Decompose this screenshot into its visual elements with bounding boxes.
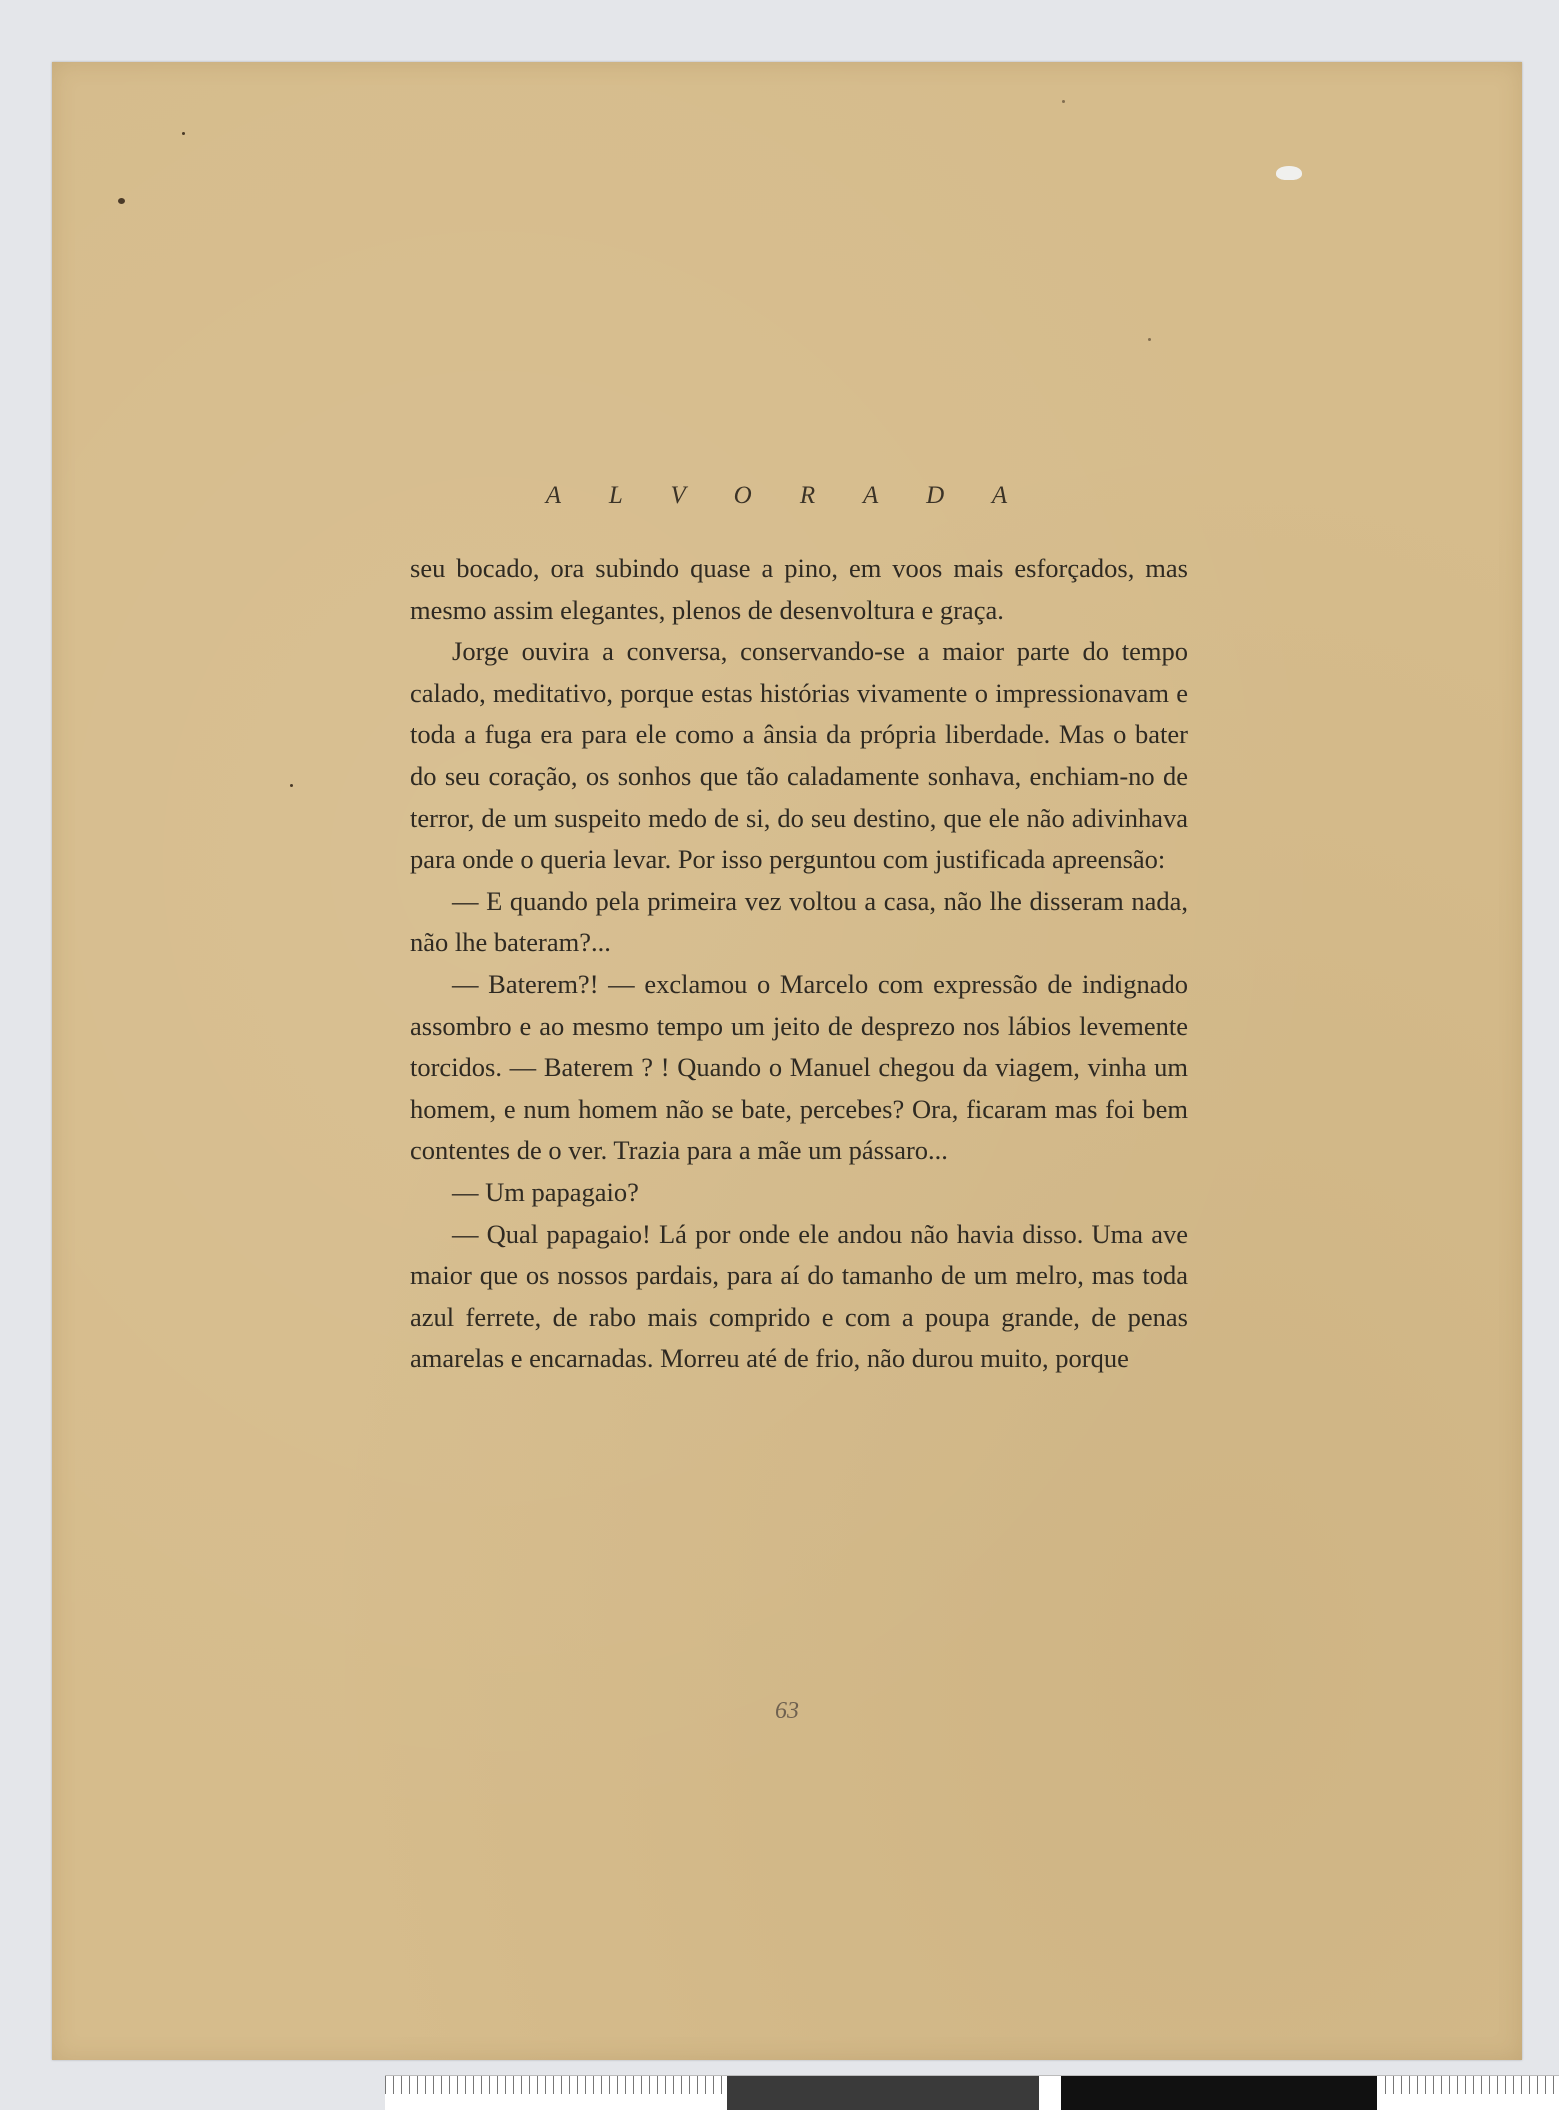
paragraph: — Baterem?! — exclamou o Marcelo com expressão de indignado assombro e ao mesmo tempo um jeito de desprezo nos lábios levemente torcidos. — Baterem ? ! Quando o Manuel chegou da viagem, vinha um homem, e num homem não se bate, percebes? Ora, ficaram mas foi bem contentes de o ver. Trazia para a mãe um pássaro...	[410, 968, 1188, 1166]
paper-speck	[1062, 100, 1065, 103]
ruler-ticks	[1385, 2076, 1559, 2094]
color-bar-black	[1061, 2076, 1377, 2110]
color-bar-gray	[727, 2076, 1039, 2110]
paragraph: — Qual papagaio! Lá por onde ele andou não havia disso. Uma ave maior que os nossos pardais, para aí do tamanho de um melro, mas toda azul ferrete, de rabo mais comprido e com a poupa grande, de penas amarelas e encarnadas. Morreu até de frio, não durou muito, porque	[410, 1218, 1188, 1374]
paper-hole	[1276, 166, 1302, 180]
paper-speck	[182, 132, 185, 135]
paragraph: seu bocado, ora subindo quase a pino, em voos mais esforçados, mas mesmo assim elegantes, plenos de desenvoltura e graça.	[410, 553, 1188, 625]
body-text	[410, 548, 1188, 1380]
ruler-ticks	[385, 2076, 725, 2094]
paper-speck	[290, 784, 293, 787]
running-head: A L V O R A D A	[545, 482, 1029, 509]
paragraph: Jorge ouvira a conversa, conservando-se a maior parte do tempo calado, meditativo, porque estas histórias vivamente o impressionavam e toda a fuga era para ele como a ânsia da própria liberdade. Mas o bater do seu coração, os sonhos que tão caladamente sonhava, enchiam-no de terror, de um suspeito medo de si, do seu destino, que ele não adivinhava para onde o queria levar. Por isso perguntou com justificada apreensão:	[410, 636, 1188, 875]
book-page	[52, 62, 1522, 2060]
paragraph: — Um papagaio?	[452, 1176, 639, 1207]
paragraph: — E quando pela primeira vez voltou a casa, não lhe disseram nada, não lhe bateram?...	[410, 885, 1188, 958]
paper-speck	[118, 198, 125, 204]
page-number: 63	[775, 1698, 799, 1724]
paper-speck	[1148, 338, 1151, 341]
scale-ruler	[385, 2075, 1559, 2110]
